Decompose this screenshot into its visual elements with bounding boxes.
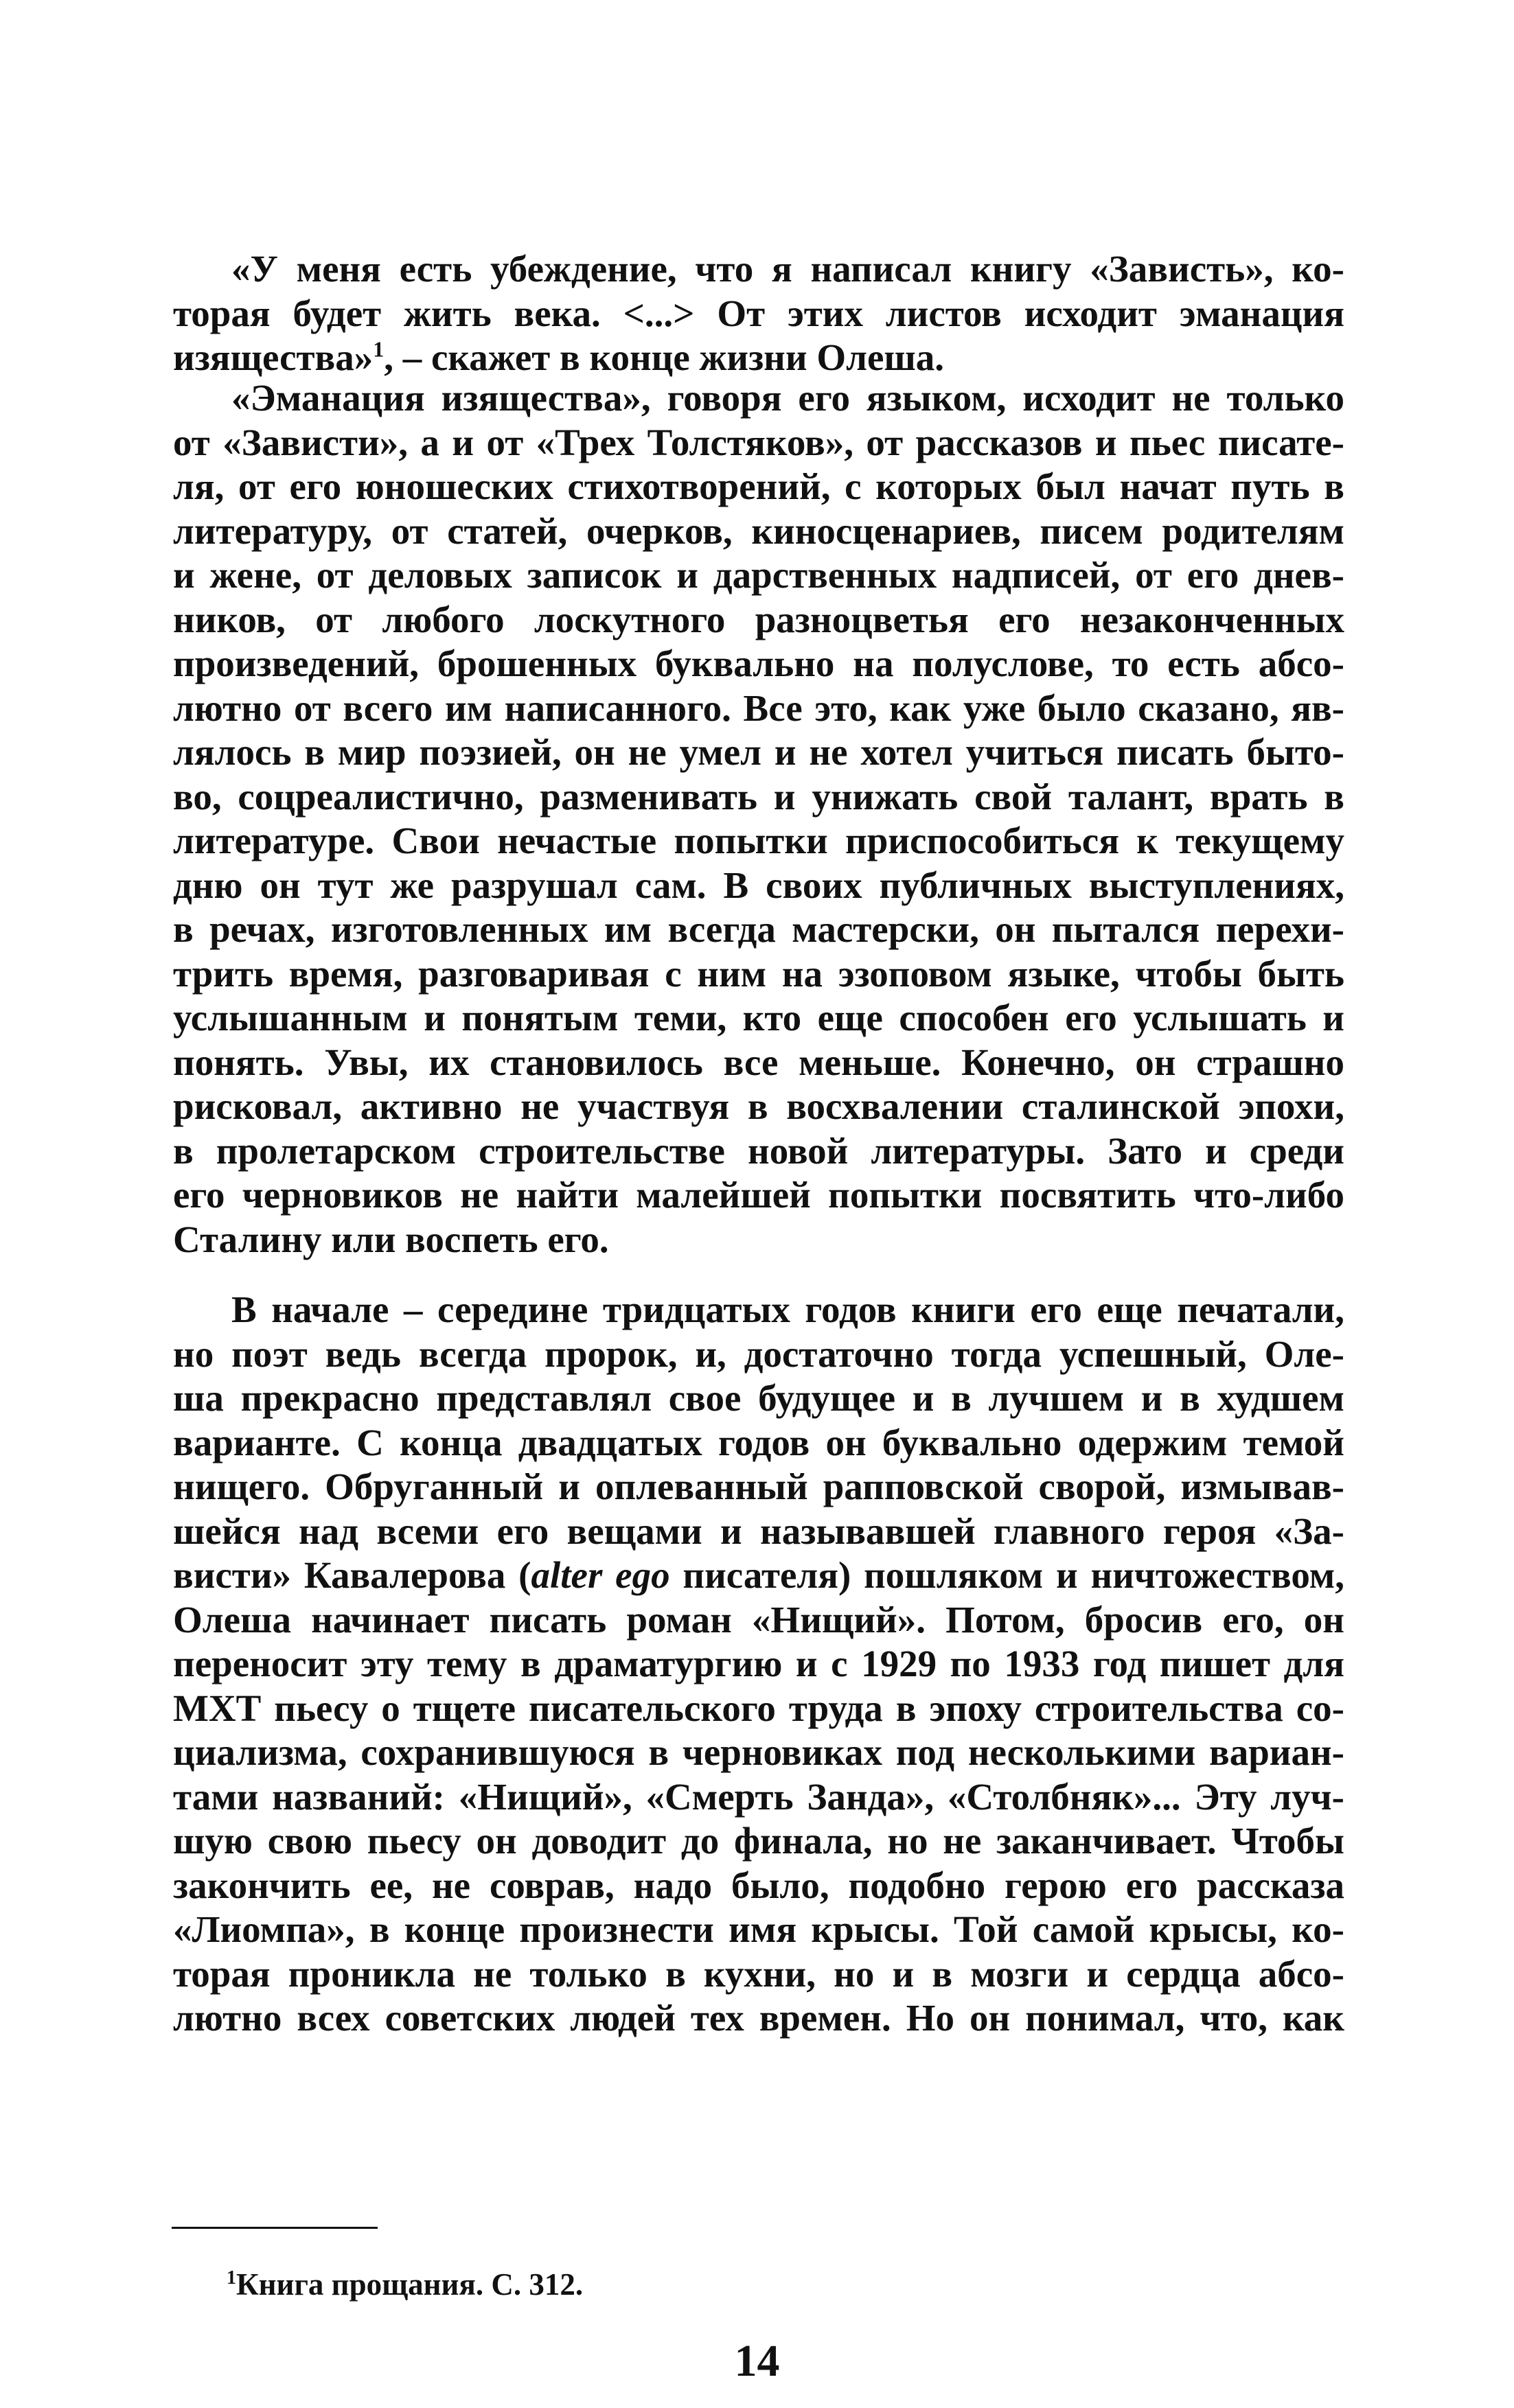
text-line: лялось в мир поэзией, он не умел и не хотел учиться писать быто- <box>173 731 1344 773</box>
text-line: литературу, от статей, очерков, киносценариев, писем родителям <box>173 509 1344 552</box>
text-line: «Эманация изящества», говоря его языком, исходит не только <box>231 377 1344 419</box>
paragraph-1 <box>173 247 1344 380</box>
text-line: лютно от всего им написанного. Все это, как уже было сказано, яв- <box>173 686 1344 729</box>
paragraph-2 <box>173 376 1344 1262</box>
footnote-marker: 1 <box>227 2267 236 2289</box>
text-line: торая будет жить века. <...> От этих листов исходит эманация <box>173 292 1344 334</box>
italic-term: alter ego <box>531 1554 670 1596</box>
text-line: варианте. С конца двадцатых годов он буквально одержим темой <box>173 1421 1344 1463</box>
text-fragment: изящества» <box>173 336 374 378</box>
text-line: «У меня есть убеждение, что я написал книгу «Зависть», ко- <box>231 248 1344 290</box>
text-line: ша прекрасно представлял свое будущее и в лучшем и в худшем <box>173 1377 1344 1419</box>
text-line: закончить ее, не соврав, надо было, подобно герою его рассказа <box>173 1864 1344 1906</box>
text-line: тами названий: «Нищий», «Смерть Занда», «Столбняк»... Эту луч- <box>173 1775 1344 1818</box>
footnote-text: Книга прощания. С. 312. <box>236 2267 584 2302</box>
text-line: произведений, брошенных буквально на полуслове, то есть абсо- <box>173 642 1344 684</box>
text-line: во, соцреалистично, разменивать и унижать свой талант, врать в <box>173 775 1344 818</box>
text-line: В начале – середине тридцатых годов книги его еще печатали, <box>231 1288 1344 1330</box>
text-fragment: висти» Кавалерова ( <box>173 1554 531 1596</box>
text-line: дню он тут же разрушал сам. В своих публичных выступлениях, <box>173 864 1344 906</box>
text-line: «Лиомпа», в конце произнести имя крысы. Той самой крысы, ко- <box>173 1908 1344 1950</box>
text-line: Сталину или воспеть его. <box>173 1218 609 1260</box>
text-line: в речах, изготовленных им всегда мастерски, он пытался перехи- <box>173 908 1344 950</box>
text-line: его черновиков не найти малейшей попытки посвятить что-либо <box>173 1174 1344 1216</box>
footnote-divider <box>172 2227 378 2229</box>
text-line: услышанным и понятым теми, кто еще способен его услышать и <box>173 997 1344 1039</box>
text-line: лютно всех советских людей тех времен. Но он понимал, что, как <box>173 1997 1344 2039</box>
text-line: торая проникла не только в кухни, но и в мозги и сердца абсо- <box>173 1952 1344 1995</box>
text-fragment: писателя) пошляком и ничтожеством, <box>669 1554 1345 1596</box>
text-fragment: , – скажет в конце жизни Олеша. <box>384 336 945 378</box>
text-line: ля, от его юношеских стихотворений, с которых был начат путь в <box>173 465 1344 507</box>
text-line: циализма, сохранившуюся в черновиках под несколькими вариан- <box>173 1731 1344 1773</box>
text-line: рисковал, активно не участвуя в восхвалении сталинской эпохи, <box>173 1085 1344 1127</box>
text-line: но поэт ведь всегда пророк, и, достаточно тогда успешный, Оле- <box>173 1332 1344 1375</box>
footnote-reference: 1 <box>373 336 385 362</box>
text-line: шейся над всеми его вещами и называвшей главного героя «За- <box>173 1509 1344 1552</box>
text-line: МХТ пьесу о тщете писательского труда в эпоху строительства со- <box>173 1687 1344 1729</box>
text-line: шую свою пьесу он доводит до финала, но не заканчивает. Чтобы <box>173 1820 1344 1862</box>
text-line: и жене, от деловых записок и дарственных надписей, от его днев- <box>173 554 1344 596</box>
text-line: от «Зависти», а и от «Трех Толстяков», от рассказов и пьес писате- <box>173 421 1344 463</box>
text-line: переносит эту тему в драматургию и с 1929 по 1933 год пишет для <box>173 1643 1344 1685</box>
text-line: литературе. Свои нечастые попытки приспособиться к текущему <box>173 820 1344 861</box>
page-number: 14 <box>734 2336 780 2386</box>
text-line <box>173 1553 1344 1598</box>
text-line: Олеша начинает писать роман «Нищий». Потом, бросив его, он <box>173 1598 1344 1641</box>
text-line: трить время, разговаривая с ним на эзоповом языке, чтобы быть <box>173 952 1344 995</box>
text-line: ников, от любого лоскутного разноцветья его незаконченных <box>173 598 1344 640</box>
text-line: в пролетарском строительстве новой литературы. Зато и среди <box>173 1129 1344 1172</box>
text-line <box>173 336 1344 380</box>
footnote <box>227 2267 583 2302</box>
text-line: нищего. Обруганный и оплеванный рапповской сворой, измывав- <box>173 1466 1344 1507</box>
text-line: понять. Увы, их становилось все меньше. Конечно, он страшно <box>173 1041 1344 1083</box>
paragraph-3 <box>173 1288 1344 2041</box>
